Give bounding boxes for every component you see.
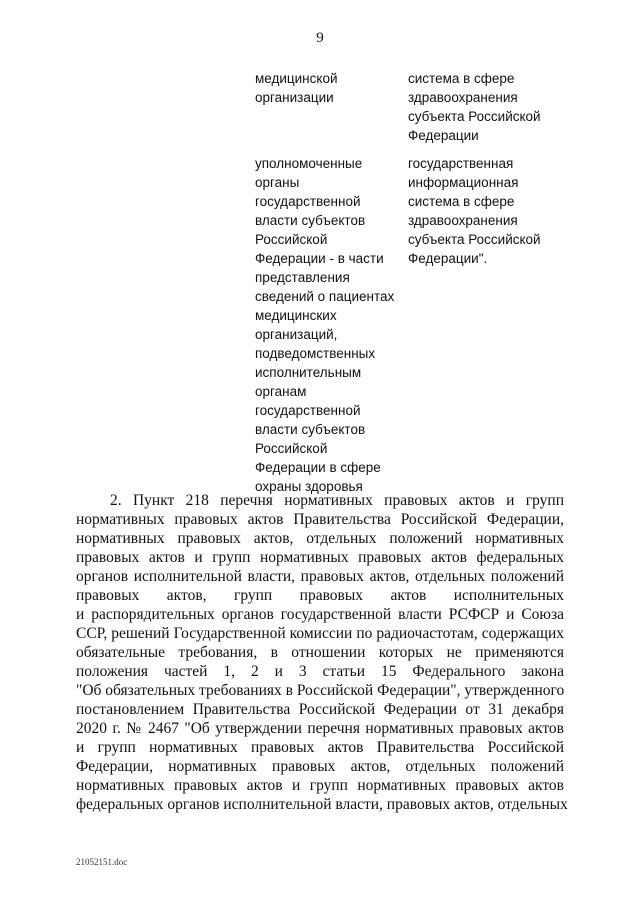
paragraph-line: нормативных правовых актов Правительства Российской Федерации, — [76, 511, 564, 528]
paragraph-line: 2020 г. № 2467 "Об утверждении перечня нормативных правовых актов — [76, 720, 564, 737]
paragraph-line: обязательные требования, в отношении которых не применяются — [76, 644, 564, 661]
body-paragraph — [76, 491, 568, 814]
paragraph-line: правовых актов и групп нормативных правовых актов федеральных — [76, 549, 564, 566]
paragraph-line: Федерации, нормативных правовых актов, отдельных положений — [76, 758, 564, 775]
table-cell-row2-left: уполномоченные органы государственной власти субъектов Российской Федерации - в части представления сведений о пациентах медицинских организаций, подведомственных исполнительным органам государственной власти субъектов Российской Федерации в сфере охраны здоровья — [255, 156, 395, 494]
paragraph-line: положения частей 1, 2 и 3 статьи 15 Федерального закона — [76, 663, 564, 680]
paragraph-line: правовых актов, групп правовых актов исполнительных — [76, 587, 564, 604]
page-number: 9 — [316, 30, 324, 46]
paragraph-line: и групп нормативных правовых актов Правительства Российской — [76, 739, 564, 756]
footer-filename: 21052151.doc — [76, 857, 128, 867]
table-cell-row2-right: государственная информационная система в сфере здравоохранения субъекта Российской Федерации". — [408, 156, 541, 266]
paragraph-line: нормативных правовых актов, отдельных положений нормативных — [76, 530, 564, 547]
table-cell-row1-right: система в сфере здравоохранения субъекта Российской Федерации — [408, 71, 541, 143]
paragraph-line: ССР, решений Государственной комиссии по радиочастотам, содержащих — [76, 625, 564, 642]
paragraph-line: и распорядительных органов государственной власти РСФСР и Союза — [76, 606, 564, 623]
paragraph-line: 2. Пункт 218 перечня нормативных правовых актов и групп — [110, 492, 564, 509]
paragraph-line: нормативных правовых актов и групп нормативных правовых актов — [76, 777, 564, 794]
table-cell-row1-left: медицинской организации — [255, 71, 338, 105]
paragraph-line: "Об обязательных требованиях в Российской Федерации", утвержденного — [76, 682, 565, 699]
paragraph-line: федеральных органов исполнительной власти, правовых актов, отдельных — [76, 796, 568, 813]
paragraph-line: органов исполнительной власти, правовых актов, отдельных положений — [76, 568, 564, 585]
paragraph-line: постановлением Правительства Российской Федерации от 31 декабря — [76, 701, 564, 718]
